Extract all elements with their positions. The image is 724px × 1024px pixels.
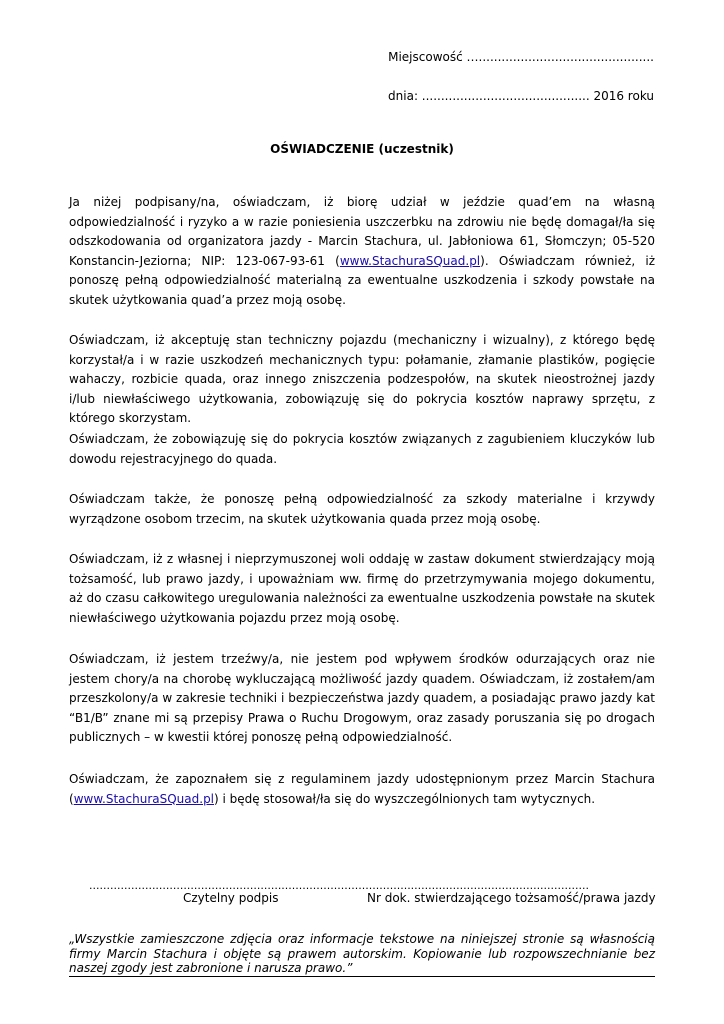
footer-divider	[69, 976, 655, 977]
document-number-label: Nr dok. stwierdzającego tożsamość/prawa jazdy	[367, 891, 656, 905]
signature-line: ...............................................................................................................................................	[89, 879, 590, 892]
paragraph-text: Ja niżej podpisany/na, oświadczam, iż biorę udział w jeździe quad’em na własną odpowiedzialność i ryzyko a w razie poniesienia uszczerbku na zdrowiu nie będę domagał/ła się odszkodowania od organizatora jazdy - Marcin Stachura, ul. Jabłoniowa 61, Słomczyn; 05-520 Konstancin-Jeziorna; NIP: 123-067-93-61 (	[69, 195, 655, 268]
paragraph-sobriety: Oświadczam, iż jestem trzeźwy/a, nie jestem pod wpływem środków odurzających oraz nie jestem chory/a na chorobę wykluczającą możliwość jazdy quadem. Oświadczam, iż zostałem/am przeszkolony/a w zakresie techniki i bezpieczeństwa jazdy quadem, a posiadając prawo jazdy kat “B1/B” znane mi są przepisy Prawa o Ruchu Drogowym, oraz zasady poruszania się po drogach publicznych – w kwestii której ponoszę pełną odpowiedzialność.	[69, 652, 655, 745]
paragraph-text: Oświadczam, że zapoznałem się z regulaminem jazdy udostępnionym przez Marcin Stachura (	[69, 772, 655, 806]
paragraph-deposit: Oświadczam, iż z własnej i nieprzymuszonej woli oddaję w zastaw dokument stwierdzający moją tożsamość, lub prawo jazdy, i upoważniam ww. firmę do przetrzymywania mojego dokumentu, aż do czasu całkowitego uregulowania należności za ewentualne uszkodzenia powstałe na skutek niewłaściwego użytkowania pojazdu przez moją osobę.	[69, 552, 655, 625]
paragraph-keys: Oświadczam, że zobowiązuję się do pokrycia kosztów związanych z zagubieniem kluczyków lub dowodu rejestracyjnego do quada.	[69, 432, 655, 466]
paragraph-third-parties: Oświadczam także, że ponoszę pełną odpowiedzialność za szkody materialne i krzywdy wyrządzone osobom trzecim, na skutek użytkowania quada przez moją osobę.	[69, 492, 655, 526]
date-line: dnia: ............................................ 2016 roku	[388, 89, 654, 103]
paragraph-text: ) i będę stosował/ła się do wyszczególnionych tam wytycznych.	[214, 791, 596, 806]
paragraph-liability	[69, 193, 655, 311]
copyright-notice: „Wszystkie zamieszczone zdjęcia oraz informacje tekstowe na niniejszej stronie są własnością firmy Marcin Stachura i objęte są prawem autorskim. Kopiowanie lub rozpowszechnianie bez naszej zgody jest zabronione i narusza prawo.”	[69, 932, 655, 975]
paragraph-regulations	[69, 770, 655, 809]
paragraph-technical-condition: Oświadczam, iż akceptuję stan techniczny pojazdu (mechaniczny i wizualny), z którego będę korzystał/a i w razie uszkodzeń mechanicznych typu: połamanie, złamanie plastików, pogięcie wahaczy, rozbicie quada, oraz innego zniszczenia podzespołów, na skutek nieostrożnej jazdy i/lub niewłaściwego użytkowania, zobowiązuję się do pokrycia kosztów naprawy sprzętu, z którego skorzystam.	[69, 333, 655, 426]
document-title: OŚWIADCZENIE (uczestnik)	[270, 142, 454, 156]
place-line: Miejscowość …..............................................	[388, 50, 654, 64]
signature-label: Czytelny podpis	[183, 891, 279, 905]
website-link[interactable]: www.StachuraSQuad.pl	[339, 253, 481, 268]
paragraph-text: ). Oświadczam również, iż ponoszę pełną odpowiedzialność materialną za ewentualne uszkodzenia i szkody powstałe na skutek użytkowania quad’a przez moją osobę.	[69, 253, 655, 307]
website-link[interactable]: www.StachuraSQuad.pl	[73, 791, 215, 806]
